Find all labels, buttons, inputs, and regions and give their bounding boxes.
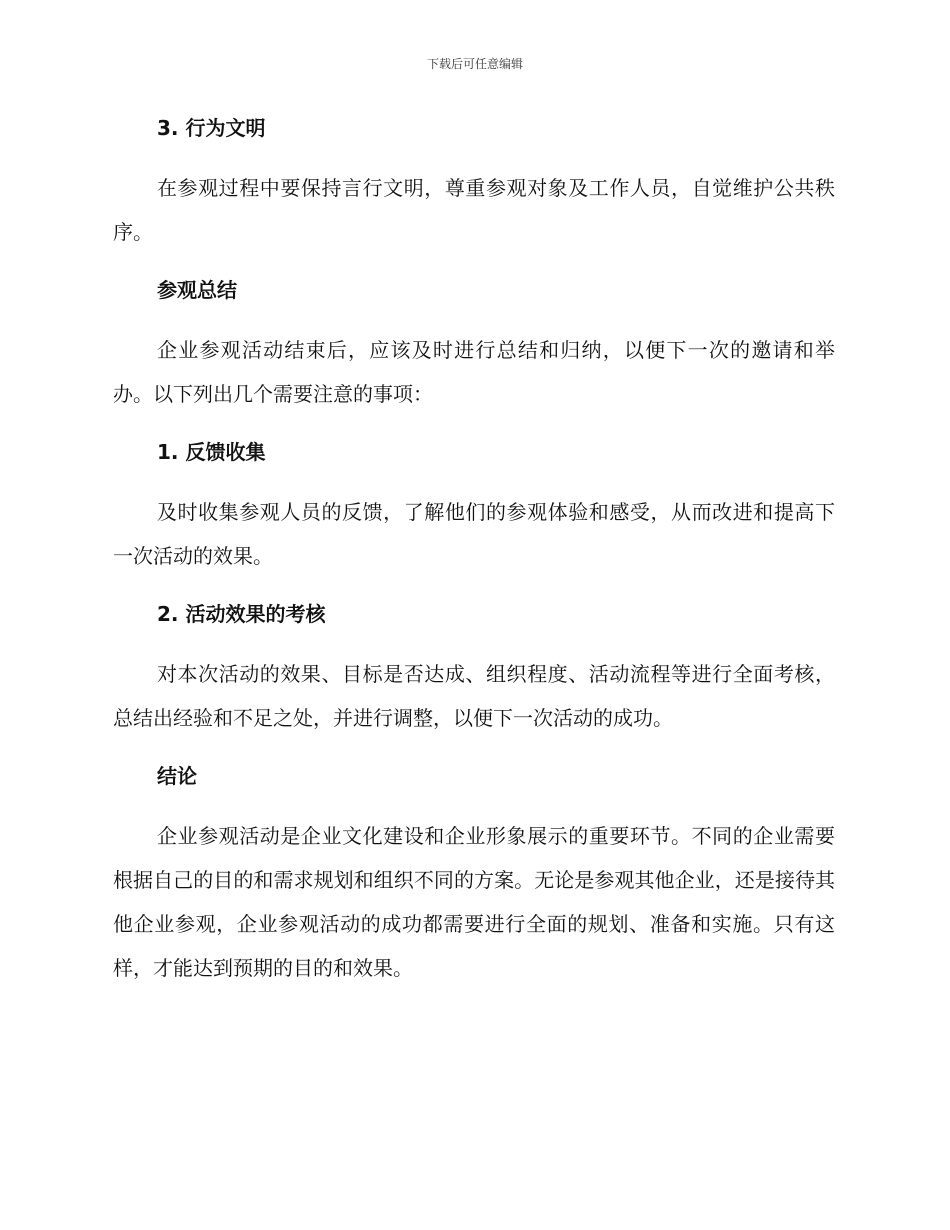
section-paragraph: 在参观过程中要保持言行文明，尊重参观对象及工作人员，自觉维护公共秩序。 [113,176,835,244]
section-heading: 3. 行为文明 [157,116,266,140]
page-header: 下载后可任意编辑 [426,57,523,71]
section-paragraph: 对本次活动的效果、目标是否达成、组织程度、活动流程等进行全面考核，总结出经验和不足之处，并进行调整，以便下一次活动的成功。 [113,662,835,730]
section-heading: 结论 [157,764,197,788]
section-paragraph: 及时收集参观人员的反馈，了解他们的参观体验和感受，从而改进和提高下一次活动的效果。 [113,500,835,568]
section-paragraph: 企业参观活动是企业文化建设和企业形象展示的重要环节。不同的企业需要根据自己的目的和需求规划和组织不同的方案。无论是参观其他企业，还是接待其他企业参观，企业参观活动的成功都需要进行全面的规划、准备和实施。只有这样，才能达到预期的目的和效果。 [113,824,835,980]
document-body [113,108,835,990]
section-feedback-collection [113,432,835,578]
section-heading: 2. 活动效果的考核 [157,602,326,626]
section-activity-assessment [113,594,835,740]
section-heading: 1. 反馈收集 [157,440,266,464]
section-visit-summary [113,270,835,416]
section-heading: 参观总结 [157,278,237,302]
section-conclusion [113,756,835,990]
section-behavior-civility [113,108,835,254]
section-paragraph: 企业参观活动结束后，应该及时进行总结和归纳，以便下一次的邀请和举办。以下列出几个需要注意的事项： [113,338,835,406]
